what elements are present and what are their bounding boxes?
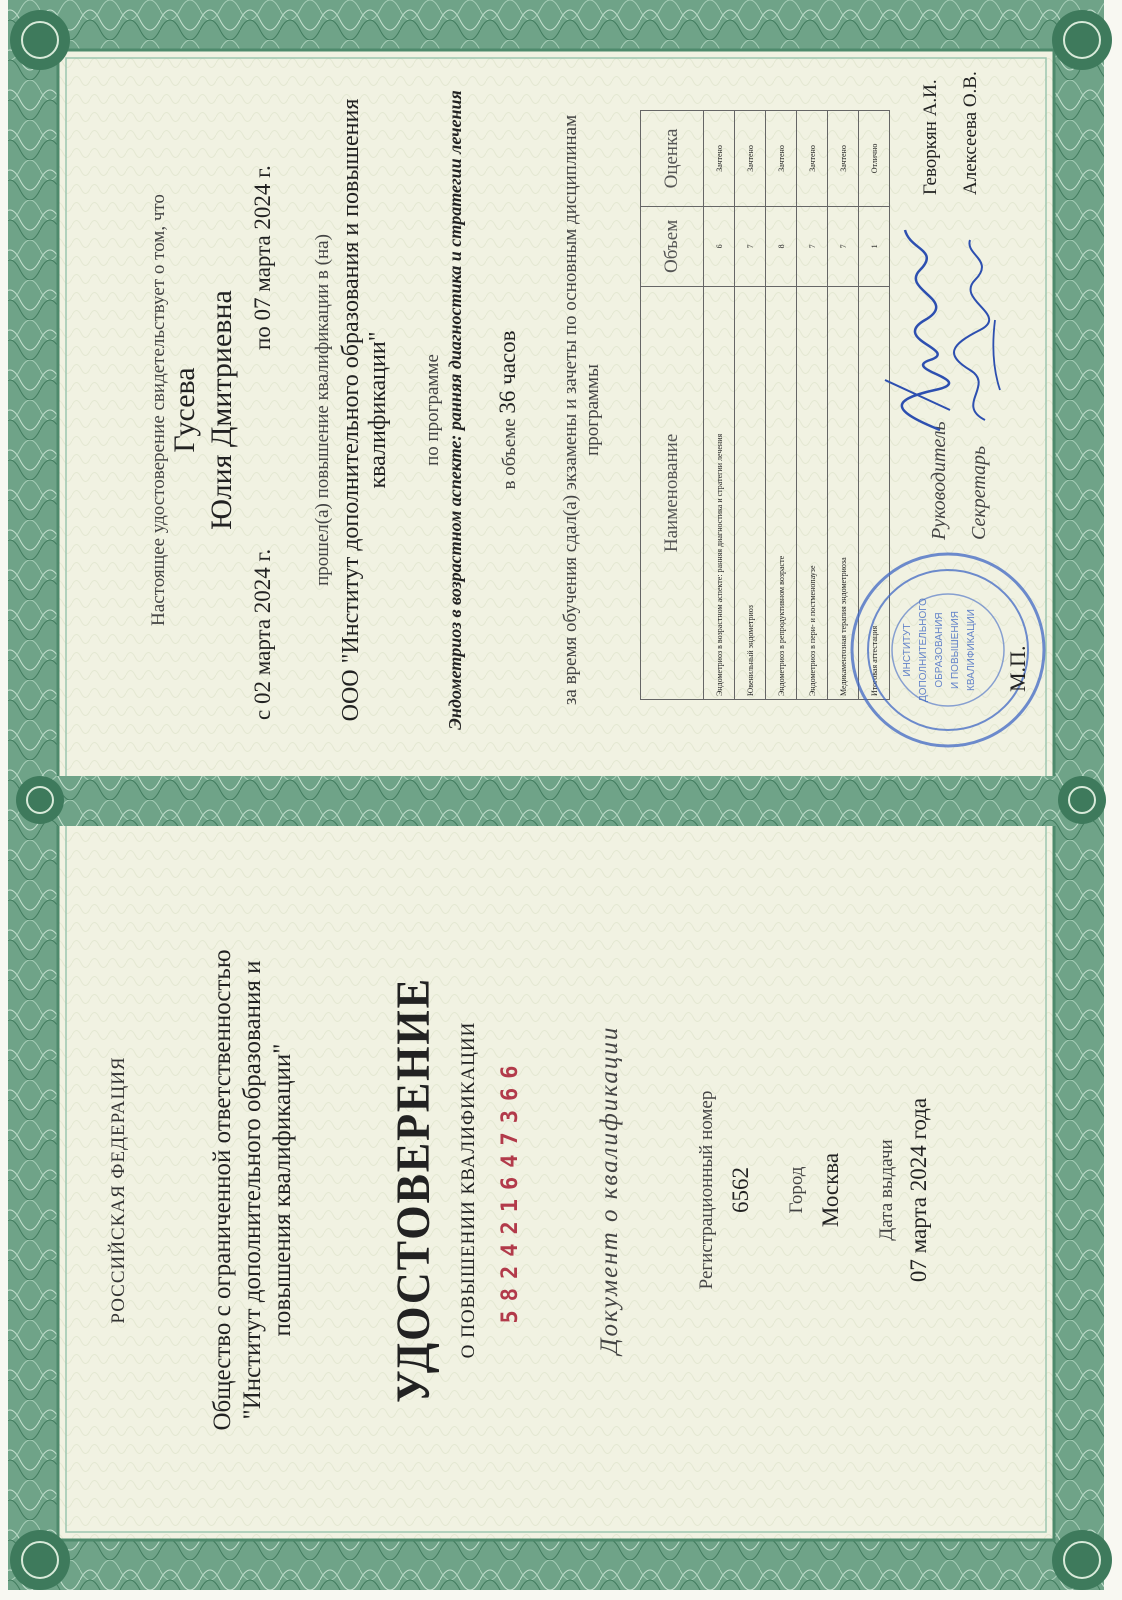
holder-surname: Гусева	[168, 367, 201, 453]
stamp-seal-label: М.П.	[1005, 645, 1030, 692]
secretary-name: Алексеева О.В.	[960, 71, 981, 195]
hours-cell: 7	[735, 206, 766, 286]
table-row	[735, 111, 766, 700]
passed-text: прошел(а) повышение квалификации в (на)	[312, 234, 333, 586]
volume-value: 36 часов	[495, 330, 520, 414]
secretary-role: Секретарь	[968, 445, 990, 540]
serial-number: 582421647366	[498, 1056, 523, 1324]
program-name: Эндометриоз в возрастном аспекте: ранняя диагностика и стратегии лечения	[445, 90, 465, 730]
issuer-organization	[208, 820, 298, 1560]
city-label: Город	[786, 1166, 807, 1214]
subject-cell: Эндометриоз в возрастном аспекте: ранняя диагностика и стратегии лечения	[704, 286, 735, 699]
exams-text: за время обучения сдал(а) экзамены и зачеты по основным дисциплинам программы	[560, 114, 603, 706]
subject-cell: Ювенильный эндометриоз	[735, 286, 766, 699]
date-from: с 02 марта 2024 г.	[250, 548, 275, 720]
subject-cell: Эндометриоз в репродуктивном возрасте	[766, 286, 797, 699]
date-to: по 07 марта 2024 г.	[250, 165, 275, 350]
svg-text:ДОПОЛНИТЕЛЬНОГО: ДОПОЛНИТЕЛЬНОГО	[918, 598, 929, 702]
grade-cell: Зачтено	[828, 111, 859, 207]
rotated-content	[40, 40, 1082, 1560]
head-name: Геворкян А.И.	[920, 79, 941, 195]
holder-name: Юлия Дмитриевна	[205, 290, 238, 530]
reg-number-value: 6562	[728, 1167, 753, 1213]
grade-cell: Отлично	[859, 111, 890, 207]
secretary-signature	[940, 230, 1010, 430]
subject-cell: Итоговая аттестация	[859, 286, 890, 699]
svg-text:КВАЛИФИКАЦИИ: КВАЛИФИКАЦИИ	[966, 609, 977, 691]
training-organization: ООО "Институт дополнительного образования и повышения квалификации"	[338, 98, 391, 722]
grade-cell: Зачтено	[766, 111, 797, 207]
head-role: Руководитель	[928, 421, 950, 540]
table-header: Объем	[641, 206, 704, 286]
city-value: Москва	[818, 1152, 843, 1228]
grade-cell: Зачтено	[735, 111, 766, 207]
left-panel	[40, 820, 1082, 1560]
document-title: УДОСТОВЕРЕНИЕ	[387, 977, 440, 1403]
country-label: РОССИЙСКАЯ ФЕДЕРАЦИЯ	[108, 1056, 129, 1324]
issue-date-value: 07 марта 2024 года	[906, 1097, 931, 1283]
table-row	[766, 111, 797, 700]
table-header: Наименование	[641, 286, 704, 699]
hours-cell: 7	[797, 206, 828, 286]
grade-cell: Зачтено	[704, 111, 735, 207]
svg-text:И ПОВЫШЕНИЯ: И ПОВЫШЕНИЯ	[950, 611, 961, 689]
table-row	[704, 111, 735, 700]
grade-cell: Зачтено	[797, 111, 828, 207]
org-line: "Институт дополнительного образования и	[239, 960, 266, 1420]
svg-text:ОБРАЗОВАНИЯ: ОБРАЗОВАНИЯ	[934, 612, 945, 688]
right-panel	[40, 40, 1082, 780]
subject-cell: Медикаментозная терапия эндометриоза	[828, 286, 859, 699]
org-line: повышения квалификации"	[269, 1043, 296, 1337]
hours-cell: 8	[766, 206, 797, 286]
reg-number-label: Регистрационный номер	[696, 1090, 717, 1290]
issue-date-label: Дата выдачи	[876, 1139, 897, 1241]
svg-text:ИНСТИТУТ: ИНСТИТУТ	[902, 623, 913, 677]
by-program-label: по программе	[422, 354, 443, 466]
volume-text	[495, 40, 521, 780]
table-header: Оценка	[641, 111, 704, 207]
hours-cell: 7	[828, 206, 859, 286]
document-subtitle: О ПОВЫШЕНИИ КВАЛИФИКАЦИИ	[458, 1021, 479, 1359]
table-header-row	[641, 111, 704, 700]
table-row	[797, 111, 828, 700]
hours-cell: 6	[704, 206, 735, 286]
intro-text: Настоящее удостоверение свидетельствует о том, что	[148, 194, 169, 626]
org-line: Общество с ограниченной ответственностью	[209, 949, 236, 1431]
volume-prefix: в объеме	[499, 418, 520, 490]
document-type: Документ о квалификации	[596, 1025, 623, 1355]
hours-cell: 1	[859, 206, 890, 286]
subject-cell: Эндометриоз в пери- и постменопаузе	[797, 286, 828, 699]
